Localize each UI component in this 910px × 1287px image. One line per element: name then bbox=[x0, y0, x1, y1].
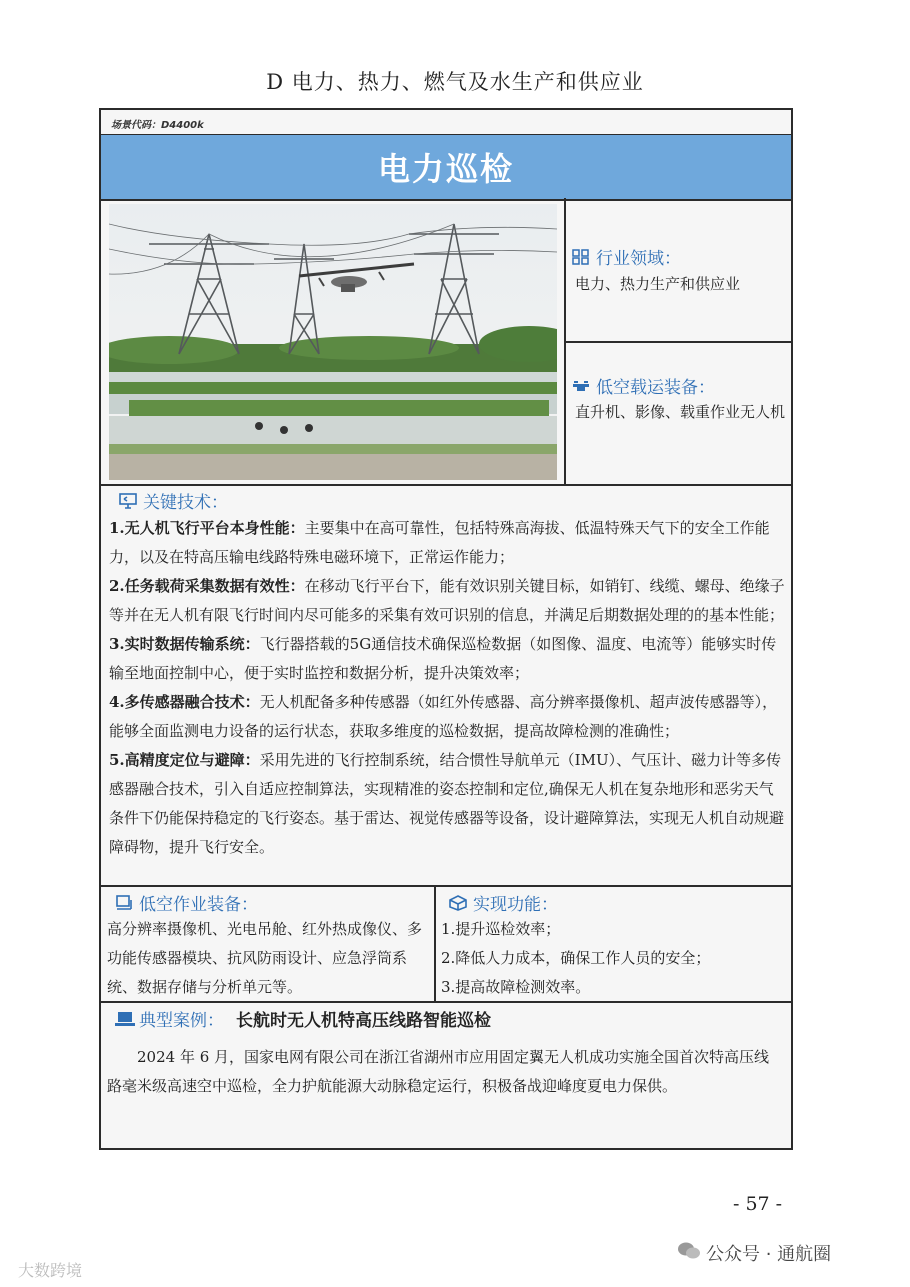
grid-icon bbox=[572, 249, 590, 265]
key-tech-item bbox=[109, 514, 785, 572]
key-tech-item bbox=[109, 746, 785, 862]
drone-icon bbox=[572, 378, 590, 394]
key-tech-item-label: 2.任务载荷采集数据有效性： bbox=[109, 577, 305, 595]
key-tech-item-label: 5.高精度定位与避障： bbox=[109, 751, 260, 769]
divider bbox=[434, 885, 436, 1001]
key-tech-item-label: 4.多传感器融合技术： bbox=[109, 693, 260, 711]
title-banner bbox=[101, 134, 791, 201]
functions-heading bbox=[449, 890, 558, 915]
key-tech-item-text: 主要集中在高可靠性，包括特殊高海拔、低温特殊天气下的安全工作能力，以及在特高压输电线路特殊电磁环境下，正常运作能力； bbox=[109, 519, 770, 566]
key-tech-item-text: 在移动飞行平台下，能有效识别关键目标，如销钉、线缆、螺母、绝缘子等并在无人机有限飞行时间内尽可能多的采集有效可识别的信息，并满足后期数据处理的的基本性能； bbox=[109, 577, 785, 624]
function-item: 1.提升巡检效率； bbox=[441, 920, 561, 938]
card-title: 电力巡检 bbox=[377, 150, 514, 188]
key-tech-item-text: 无人机配备多种传感器（如红外传感器、高分辨率摄像机、超声波传感器等），能够全面监测电力设备的运行状态，获取多维度的巡检数据，提高故障检测的准确性； bbox=[109, 693, 778, 740]
page-number: - 57 - bbox=[733, 1193, 783, 1215]
divider bbox=[564, 341, 791, 343]
case-subtitle: 长航时无人机特高压线路智能巡检 bbox=[236, 1011, 491, 1031]
key-tech-item-text: 飞行器搭载的5G通信技术确保巡检数据（如图像、温度、电流等）能够实时传输至地面控制中心，便于实时监控和数据分析，提升决策效率； bbox=[109, 635, 777, 682]
equipment-heading-label: 低空作业装备： bbox=[139, 895, 258, 915]
functions-list bbox=[441, 915, 786, 1002]
watermark-right-text: 公众号 · 通航圈 bbox=[706, 1244, 832, 1265]
key-tech-item bbox=[109, 688, 785, 746]
key-tech-heading-label: 关键技术： bbox=[143, 493, 228, 513]
laptop-icon bbox=[115, 1011, 133, 1027]
industry-heading bbox=[572, 244, 681, 269]
scenario-card bbox=[99, 108, 793, 1150]
function-item: 2.降低人力成本，确保工作人员的安全； bbox=[441, 949, 711, 967]
device-icon bbox=[115, 895, 133, 911]
key-tech-list bbox=[109, 514, 785, 862]
page-header-title: D 电力、热力、燃气及水生产和供应业 bbox=[266, 70, 644, 94]
key-tech-item bbox=[109, 572, 785, 630]
scene-code: 场景代码：D4400k bbox=[111, 120, 204, 131]
watermark-right bbox=[678, 1240, 831, 1266]
divider bbox=[101, 484, 791, 486]
function-item: 3.提高故障检测效率。 bbox=[441, 978, 591, 996]
equipment-heading bbox=[115, 890, 258, 915]
watermark-left: 大数跨境 bbox=[18, 1261, 83, 1280]
key-tech-heading bbox=[119, 488, 228, 513]
functions-heading-label: 实现功能： bbox=[473, 895, 558, 915]
industry-text: 电力、热力生产和供应业 bbox=[575, 275, 741, 293]
carrier-text: 直升机、影像、载重作业无人机 bbox=[575, 403, 786, 421]
key-tech-item-label: 3.实时数据传输系统： bbox=[109, 635, 260, 653]
case-heading bbox=[115, 1006, 491, 1031]
case-text: 2024 年 6 月，国家电网有限公司在浙江省湖州市应用固定翼无人机成功实施全国首次特高压线路毫米级高速空中巡检，全力护航能源大动脉稳定运行，积极备战迎峰度夏电力保供。 bbox=[107, 1048, 770, 1095]
divider bbox=[101, 885, 791, 887]
cube-icon bbox=[449, 895, 467, 911]
monitor-icon bbox=[119, 493, 137, 509]
industry-heading-label: 行业领域： bbox=[596, 249, 681, 269]
key-tech-item-label: 1.无人机飞行平台本身性能： bbox=[109, 519, 305, 537]
case-heading-label: 典型案例： bbox=[139, 1011, 224, 1031]
carrier-heading-label: 低空载运装备： bbox=[596, 378, 715, 398]
key-tech-item bbox=[109, 630, 785, 688]
wechat-icon bbox=[678, 1242, 700, 1265]
power-line-photo bbox=[109, 204, 557, 480]
equipment-text: 高分辨率摄像机、光电吊舱、红外热成像仪、多功能传感器模块、抗风防雨设计、应急浮筒系统、数据存储与分析单元等。 bbox=[107, 920, 423, 996]
key-tech-item-text: 采用先进的飞行控制系统，结合惯性导航单元（IMU）、气压计、磁力计等多传感器融合技术，引入自适应控制算法，实现精准的姿态控制和定位,确保无人机在复杂地形和恶劣天气条件下仍能保持稳定的飞行姿态。基于雷达、视觉传感器等设备，设计避障算法，实现无人机自动规避障碍物，提升飞行安全。 bbox=[109, 751, 785, 856]
carrier-heading bbox=[572, 373, 715, 398]
